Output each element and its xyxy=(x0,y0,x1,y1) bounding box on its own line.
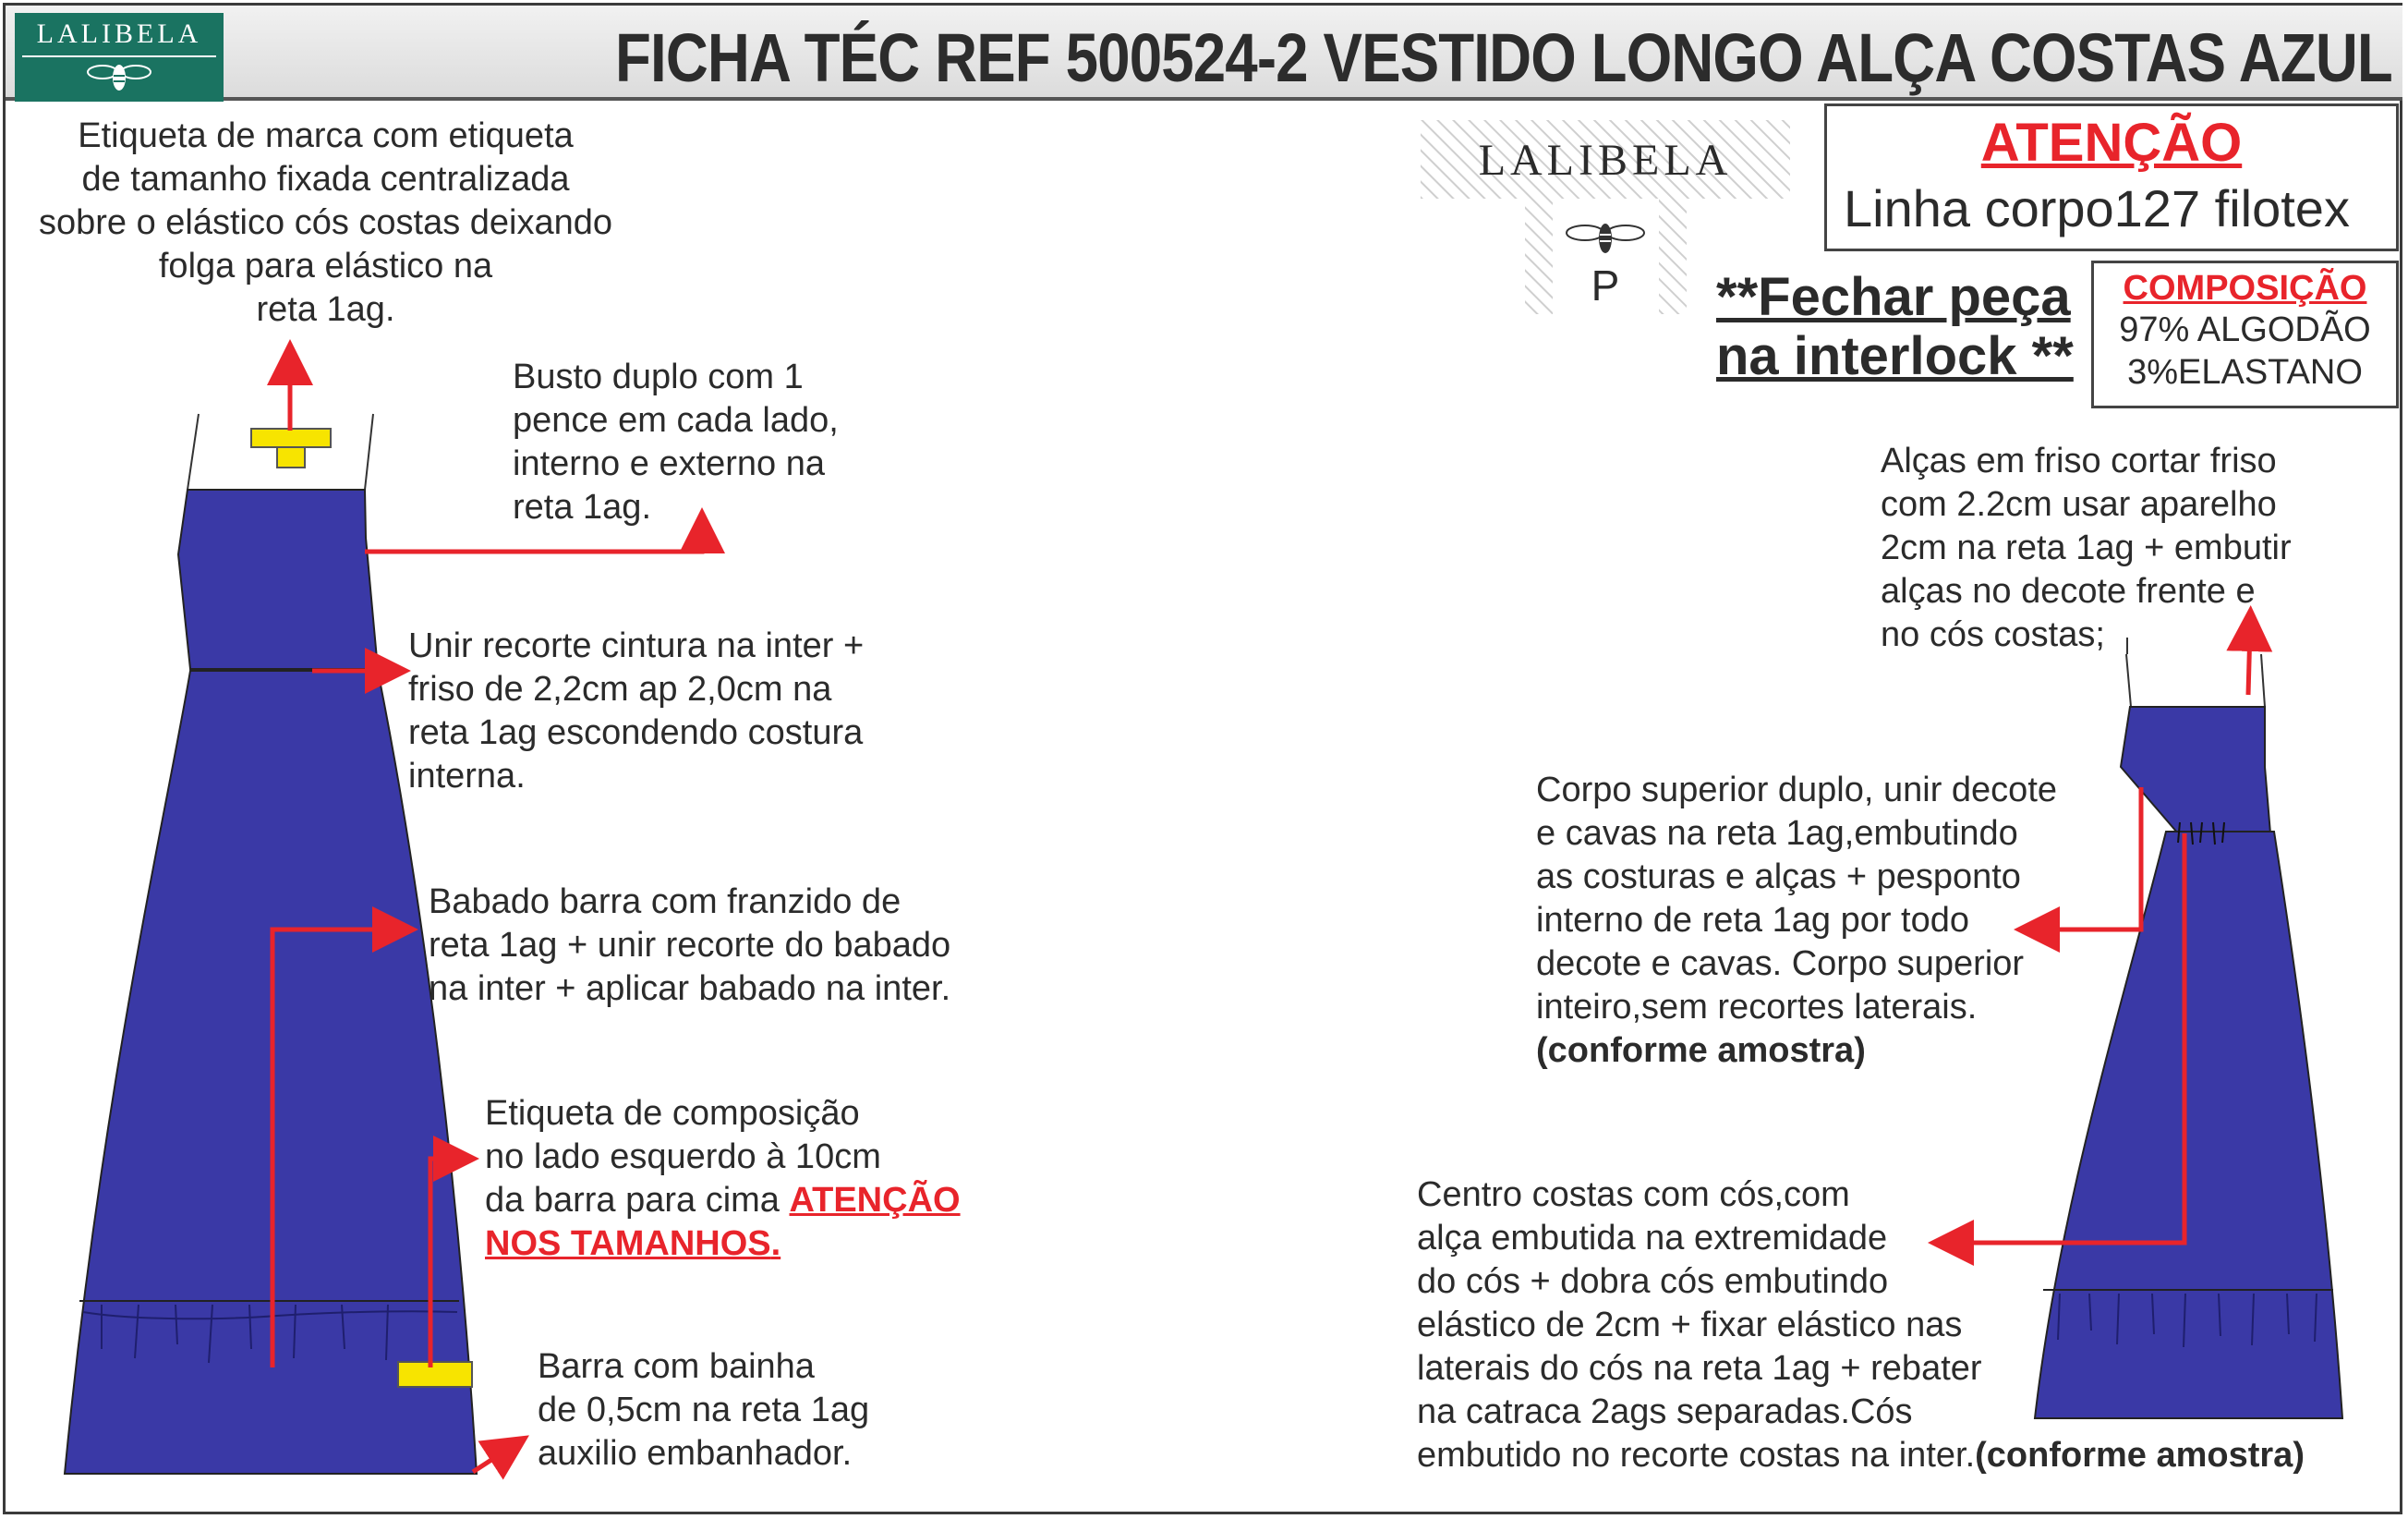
note-line: sobre o elástico cós costas deixando xyxy=(38,203,613,242)
note-line: elástico de 2cm + fixar elástico nas xyxy=(1417,1306,1963,1344)
note-line: reta 1ag. xyxy=(513,488,651,527)
note-line: de tamanho fixada centralizada xyxy=(81,160,570,199)
note-line: Etiqueta de composição xyxy=(485,1094,860,1133)
note-line xyxy=(485,1222,961,1266)
note-line: Busto duplo com 1 xyxy=(513,358,804,396)
note-line: pence em cada lado, xyxy=(513,401,839,440)
note-line: Corpo superior duplo, unir decote xyxy=(1536,771,2058,809)
note-line: 2cm na reta 1ag + embutir xyxy=(1881,529,2292,567)
note-line: de 0,5cm na reta 1ag xyxy=(538,1391,870,1429)
brand-label-marker xyxy=(251,429,331,447)
note-line: interna. xyxy=(408,757,526,796)
attention-highlight: ATENÇÃO xyxy=(789,1181,961,1220)
note-line: Babado barra com franzido de xyxy=(429,882,901,921)
note-line: Etiqueta de marca com etiqueta xyxy=(78,116,574,155)
note-line-bold: (conforme amostra) xyxy=(1536,1031,1866,1070)
note-centro-costas xyxy=(1417,1173,2305,1477)
note-line xyxy=(1417,1434,2305,1477)
note-line: com 2.2cm usar aparelho xyxy=(1881,485,2277,524)
note-line: Centro costas com cós,com xyxy=(1417,1175,1850,1214)
note-line: folga para elástico na xyxy=(158,247,493,286)
note-line: Alças em friso cortar friso xyxy=(1881,442,2277,480)
label-size-text: P xyxy=(1591,261,1620,310)
brand-name: LALIBELA xyxy=(22,13,216,57)
note-busto xyxy=(513,356,839,529)
note-text: da barra para cima xyxy=(485,1181,790,1220)
note-line: na catraca 2ags separadas.Cós xyxy=(1417,1392,1913,1431)
attention-title: ATENÇÃO xyxy=(1980,113,2243,173)
arrow-barra xyxy=(473,1448,510,1472)
note-line: do cós + dobra cós embutindo xyxy=(1417,1262,1889,1301)
composition-label-marker xyxy=(398,1362,472,1387)
fechar-line-2: na interlock ** xyxy=(1716,326,2074,386)
note-line: e cavas na reta 1ag,embutindo xyxy=(1536,814,2018,853)
composition-line-2: 3%ELASTANO xyxy=(2127,353,2363,392)
note-line: no lado esquerdo à 10cm xyxy=(485,1137,881,1176)
label-brand-text: LALIBELA xyxy=(1478,136,1733,185)
note-cintura xyxy=(408,625,864,798)
note-line: alça embutida na extremidade xyxy=(1417,1219,1888,1258)
note-line xyxy=(485,1179,961,1222)
note-line: interno e externo na xyxy=(513,444,826,483)
composition-title: COMPOSIÇÃO xyxy=(2123,269,2367,308)
page-title: FICHA TÉC REF 500524-2 VESTIDO LONGO ALÇA COSTAS AZUL xyxy=(615,19,2392,96)
attention-highlight: NOS TAMANHOS xyxy=(485,1224,771,1263)
composition-box xyxy=(2091,261,2399,408)
note-babado xyxy=(429,881,950,1011)
note-line: auxilio embanhador. xyxy=(538,1434,853,1473)
note-corpo-superior xyxy=(1536,769,2057,1073)
note-etiqueta-marca xyxy=(9,115,642,332)
note-line: na inter + aplicar babado na inter. xyxy=(429,969,951,1008)
attention-box xyxy=(1824,103,2399,251)
note-line: Unir recorte cintura na inter + xyxy=(408,626,865,665)
fechar-line-1: **Fechar peça xyxy=(1716,267,2071,327)
note-text: embutido no recorte costas na inter. xyxy=(1417,1436,1976,1475)
note-line: interno de reta 1ag por todo xyxy=(1536,901,1970,940)
note-alcas xyxy=(1881,440,2292,657)
note-line: reta 1ag + unir recorte do babado xyxy=(429,926,951,965)
note-line: as costuras e alças + pesponto xyxy=(1536,857,2021,896)
note-line: no cós costas; xyxy=(1881,615,2105,654)
front-strap-left xyxy=(188,414,199,490)
fechar-peca-note xyxy=(1716,268,2074,386)
front-strap-right xyxy=(365,414,373,490)
arrow-busto xyxy=(365,530,702,552)
note-line: laterais do cós na reta 1ag + rebater xyxy=(1417,1349,1982,1388)
note-line: decote e cavas. Corpo superior xyxy=(1536,944,2025,983)
attention-highlight: . xyxy=(770,1224,781,1263)
note-line: reta 1ag escondendo costura xyxy=(408,713,864,752)
note-barra xyxy=(538,1345,869,1476)
note-line: inteiro,sem recortes laterais. xyxy=(1536,988,1978,1027)
note-line: alças no decote frente e xyxy=(1881,572,2256,611)
note-text-bold: (conforme amostra) xyxy=(1975,1436,2305,1475)
attention-text: Linha corpo127 filotex xyxy=(1844,179,2350,237)
composition-line-1: 97% ALGODÃO xyxy=(2119,310,2371,349)
note-etiqueta-composicao xyxy=(485,1092,961,1266)
size-label-marker xyxy=(277,447,305,468)
note-line: Barra com bainha xyxy=(538,1347,815,1386)
note-line: reta 1ag. xyxy=(256,290,395,329)
note-line: friso de 2,2cm ap 2,0cm na xyxy=(408,670,832,709)
front-bodice xyxy=(178,490,378,669)
